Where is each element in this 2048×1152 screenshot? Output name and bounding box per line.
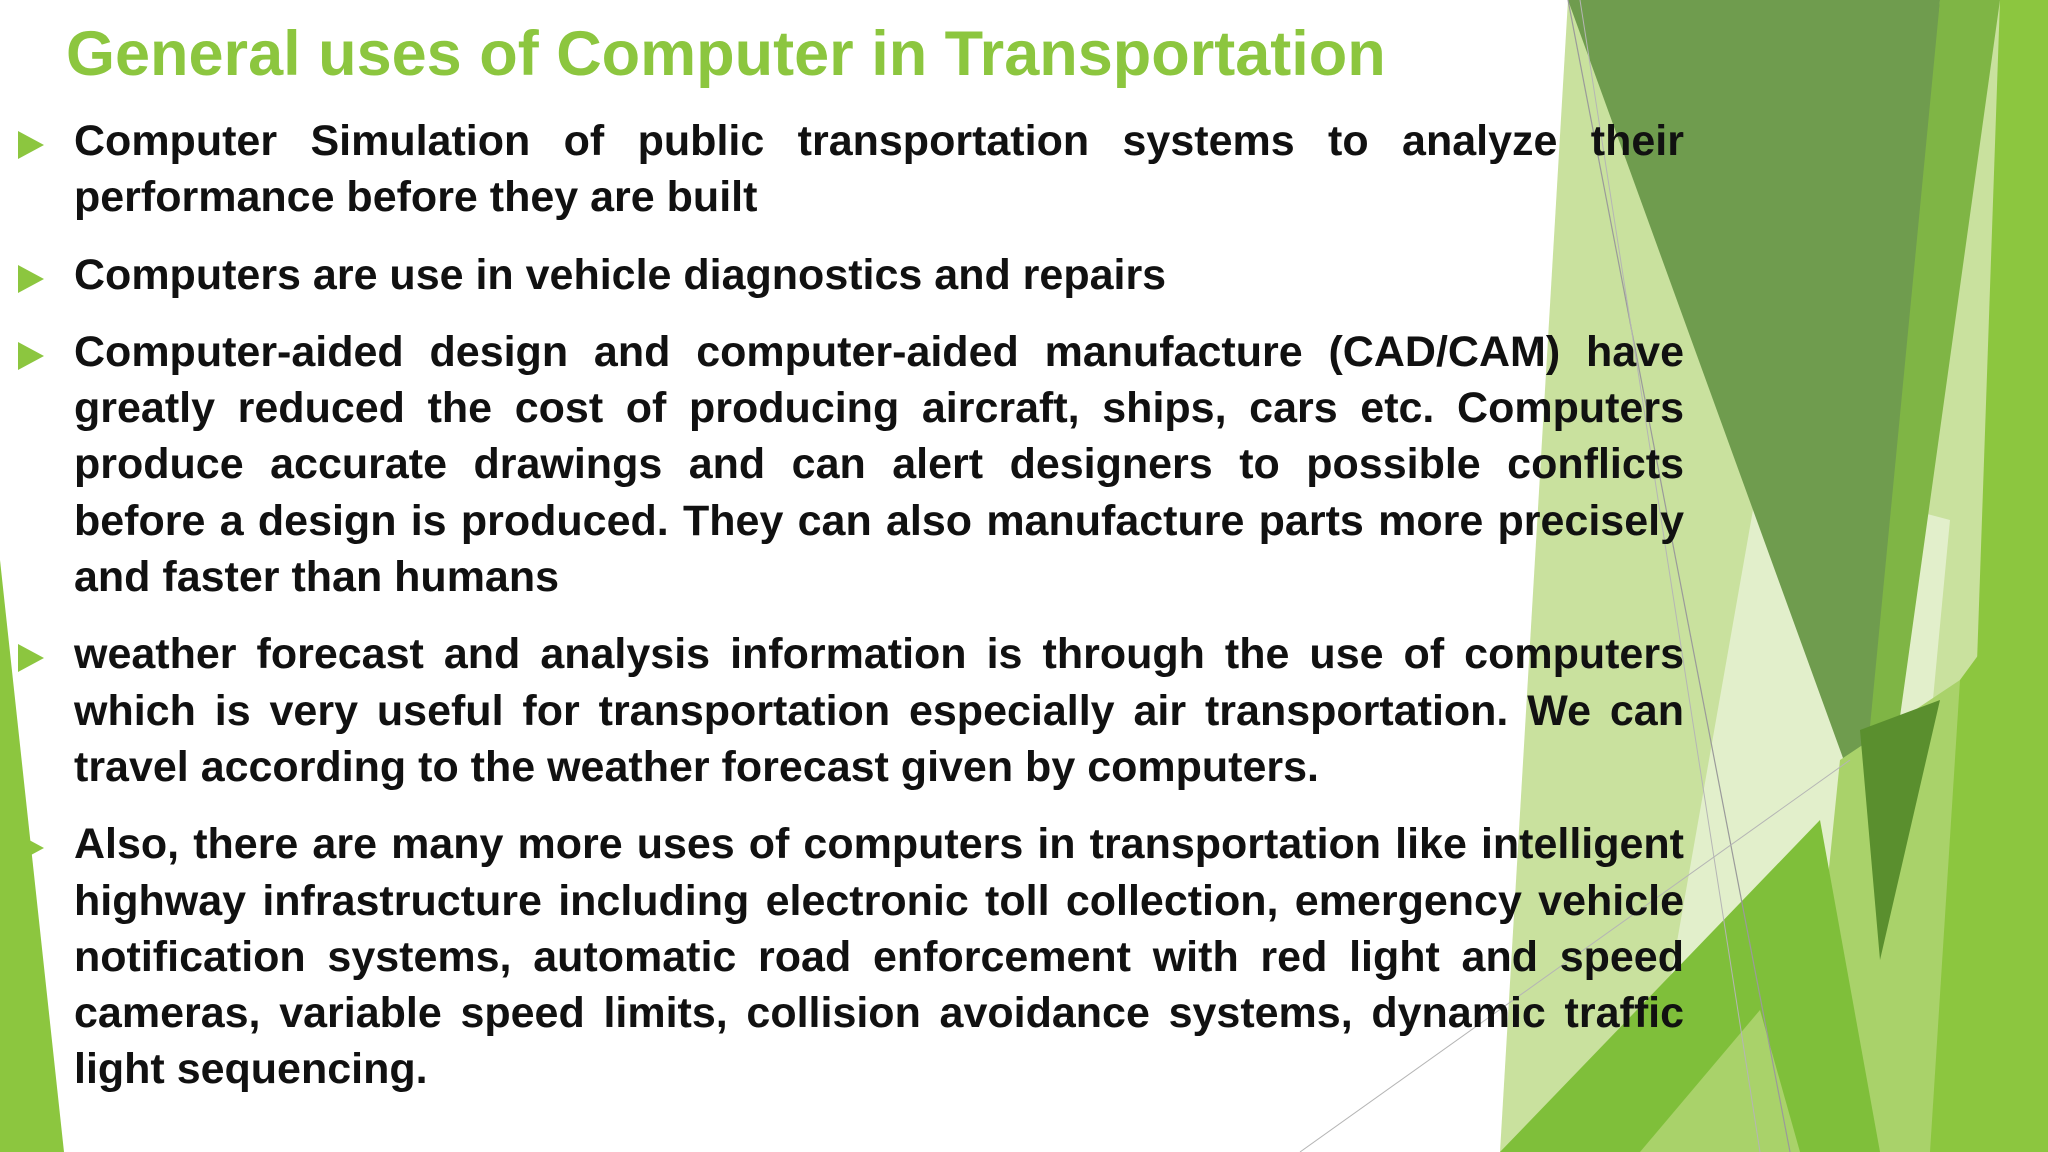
list-item <box>74 113 1684 226</box>
bullet-list <box>74 113 1684 1119</box>
right-triangle-icon <box>18 644 44 672</box>
slide-title: General uses of Computer in Transportation <box>66 19 1386 89</box>
list-item <box>74 324 1684 605</box>
list-item <box>74 626 1684 795</box>
right-triangle-icon <box>18 265 44 293</box>
bullet-text: Also, there are many more uses of computers in transportation like intelligent highway infrastructure including electronic toll collection, emergency vehicle notification systems, automatic road enforcement with red light and speed cameras, variable speed limits, collision avoidance systems, dynamic traffic light sequencing. <box>74 820 1684 1094</box>
list-item <box>74 816 1684 1097</box>
right-triangle-icon <box>18 342 44 370</box>
bullet-text: Computers are use in vehicle diagnostics and repairs <box>74 250 1167 299</box>
bullet-text: weather forecast and analysis information is through the use of computers which is very useful for transportation especially air transportation. We can travel according to the weather forecast given by computers. <box>74 630 1684 791</box>
list-item <box>74 247 1684 303</box>
bullet-text: Computer Simulation of public transportation systems to analyze their performance before they are built <box>74 117 1684 222</box>
right-triangle-icon <box>18 834 44 862</box>
right-triangle-icon <box>18 131 44 159</box>
bullet-text: Computer-aided design and computer-aided manufacture (CAD/CAM) have greatly reduced the cost of producing aircraft, ships, cars etc. Computers produce accurate drawings and can alert designers to possible conflicts before a design is produced. They can also manufacture parts more precisely and faster than humans <box>74 327 1684 602</box>
